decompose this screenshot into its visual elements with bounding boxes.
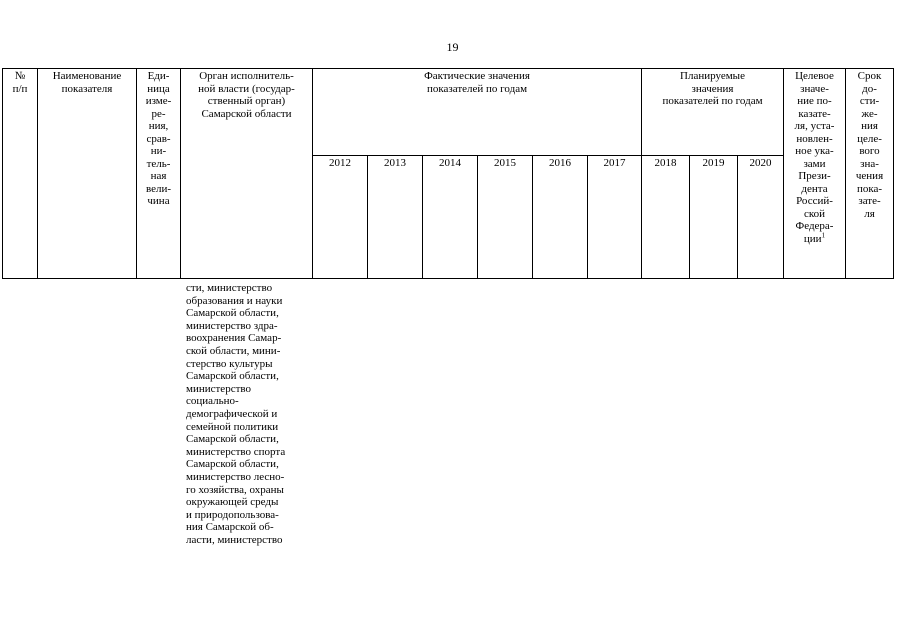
header-indicator-name: Наименование показателя	[38, 69, 137, 279]
header-target-value	[784, 69, 846, 279]
header-planned-values: Планируемые значения показателей по годам	[642, 69, 784, 156]
year-2014: 2014	[423, 156, 478, 279]
header-target-text: Целевое значе- ние по- казате- ля, уста- новлен- ное ука- зами Прези- дента Россий- ской Федера- ции	[794, 70, 835, 245]
year-2017: 2017	[588, 156, 642, 279]
header-number: № п/п	[3, 69, 38, 279]
page-number: 19	[446, 40, 459, 54]
year-2013: 2013	[368, 156, 423, 279]
indicator-table	[2, 68, 894, 279]
header-deadline: Срок до- сти- же- ния целе- вого зна- чения пока- зате- ля	[846, 69, 894, 279]
year-2016: 2016	[533, 156, 588, 279]
year-2020: 2020	[738, 156, 784, 279]
year-2015: 2015	[478, 156, 533, 279]
header-actual-values: Фактические значения показателей по годам	[313, 69, 642, 156]
year-2018: 2018	[642, 156, 690, 279]
year-2019: 2019	[690, 156, 738, 279]
year-2012: 2012	[313, 156, 368, 279]
authority-continuation-text: сти, министерство образования и науки Самарской области, министерство здра- воохранения Самар- ской области, мини- стерство культуры Самарской области, министерство социально- демографической и семейной политики Самарской области, министерство спорта Самарской области, министерство лесно- го хозяйства, охраны окружающей среды и природопользова- ния Самарской об- ласти, министерство	[186, 282, 286, 546]
header-unit: Еди- ница изме- ре- ния, срав- ни- тель- ная вели- чина	[137, 69, 181, 279]
header-authority: Орган исполнитель- ной власти (государ- ственный орган) Самарской области	[181, 69, 313, 279]
footnote-marker: 1	[821, 230, 826, 239]
